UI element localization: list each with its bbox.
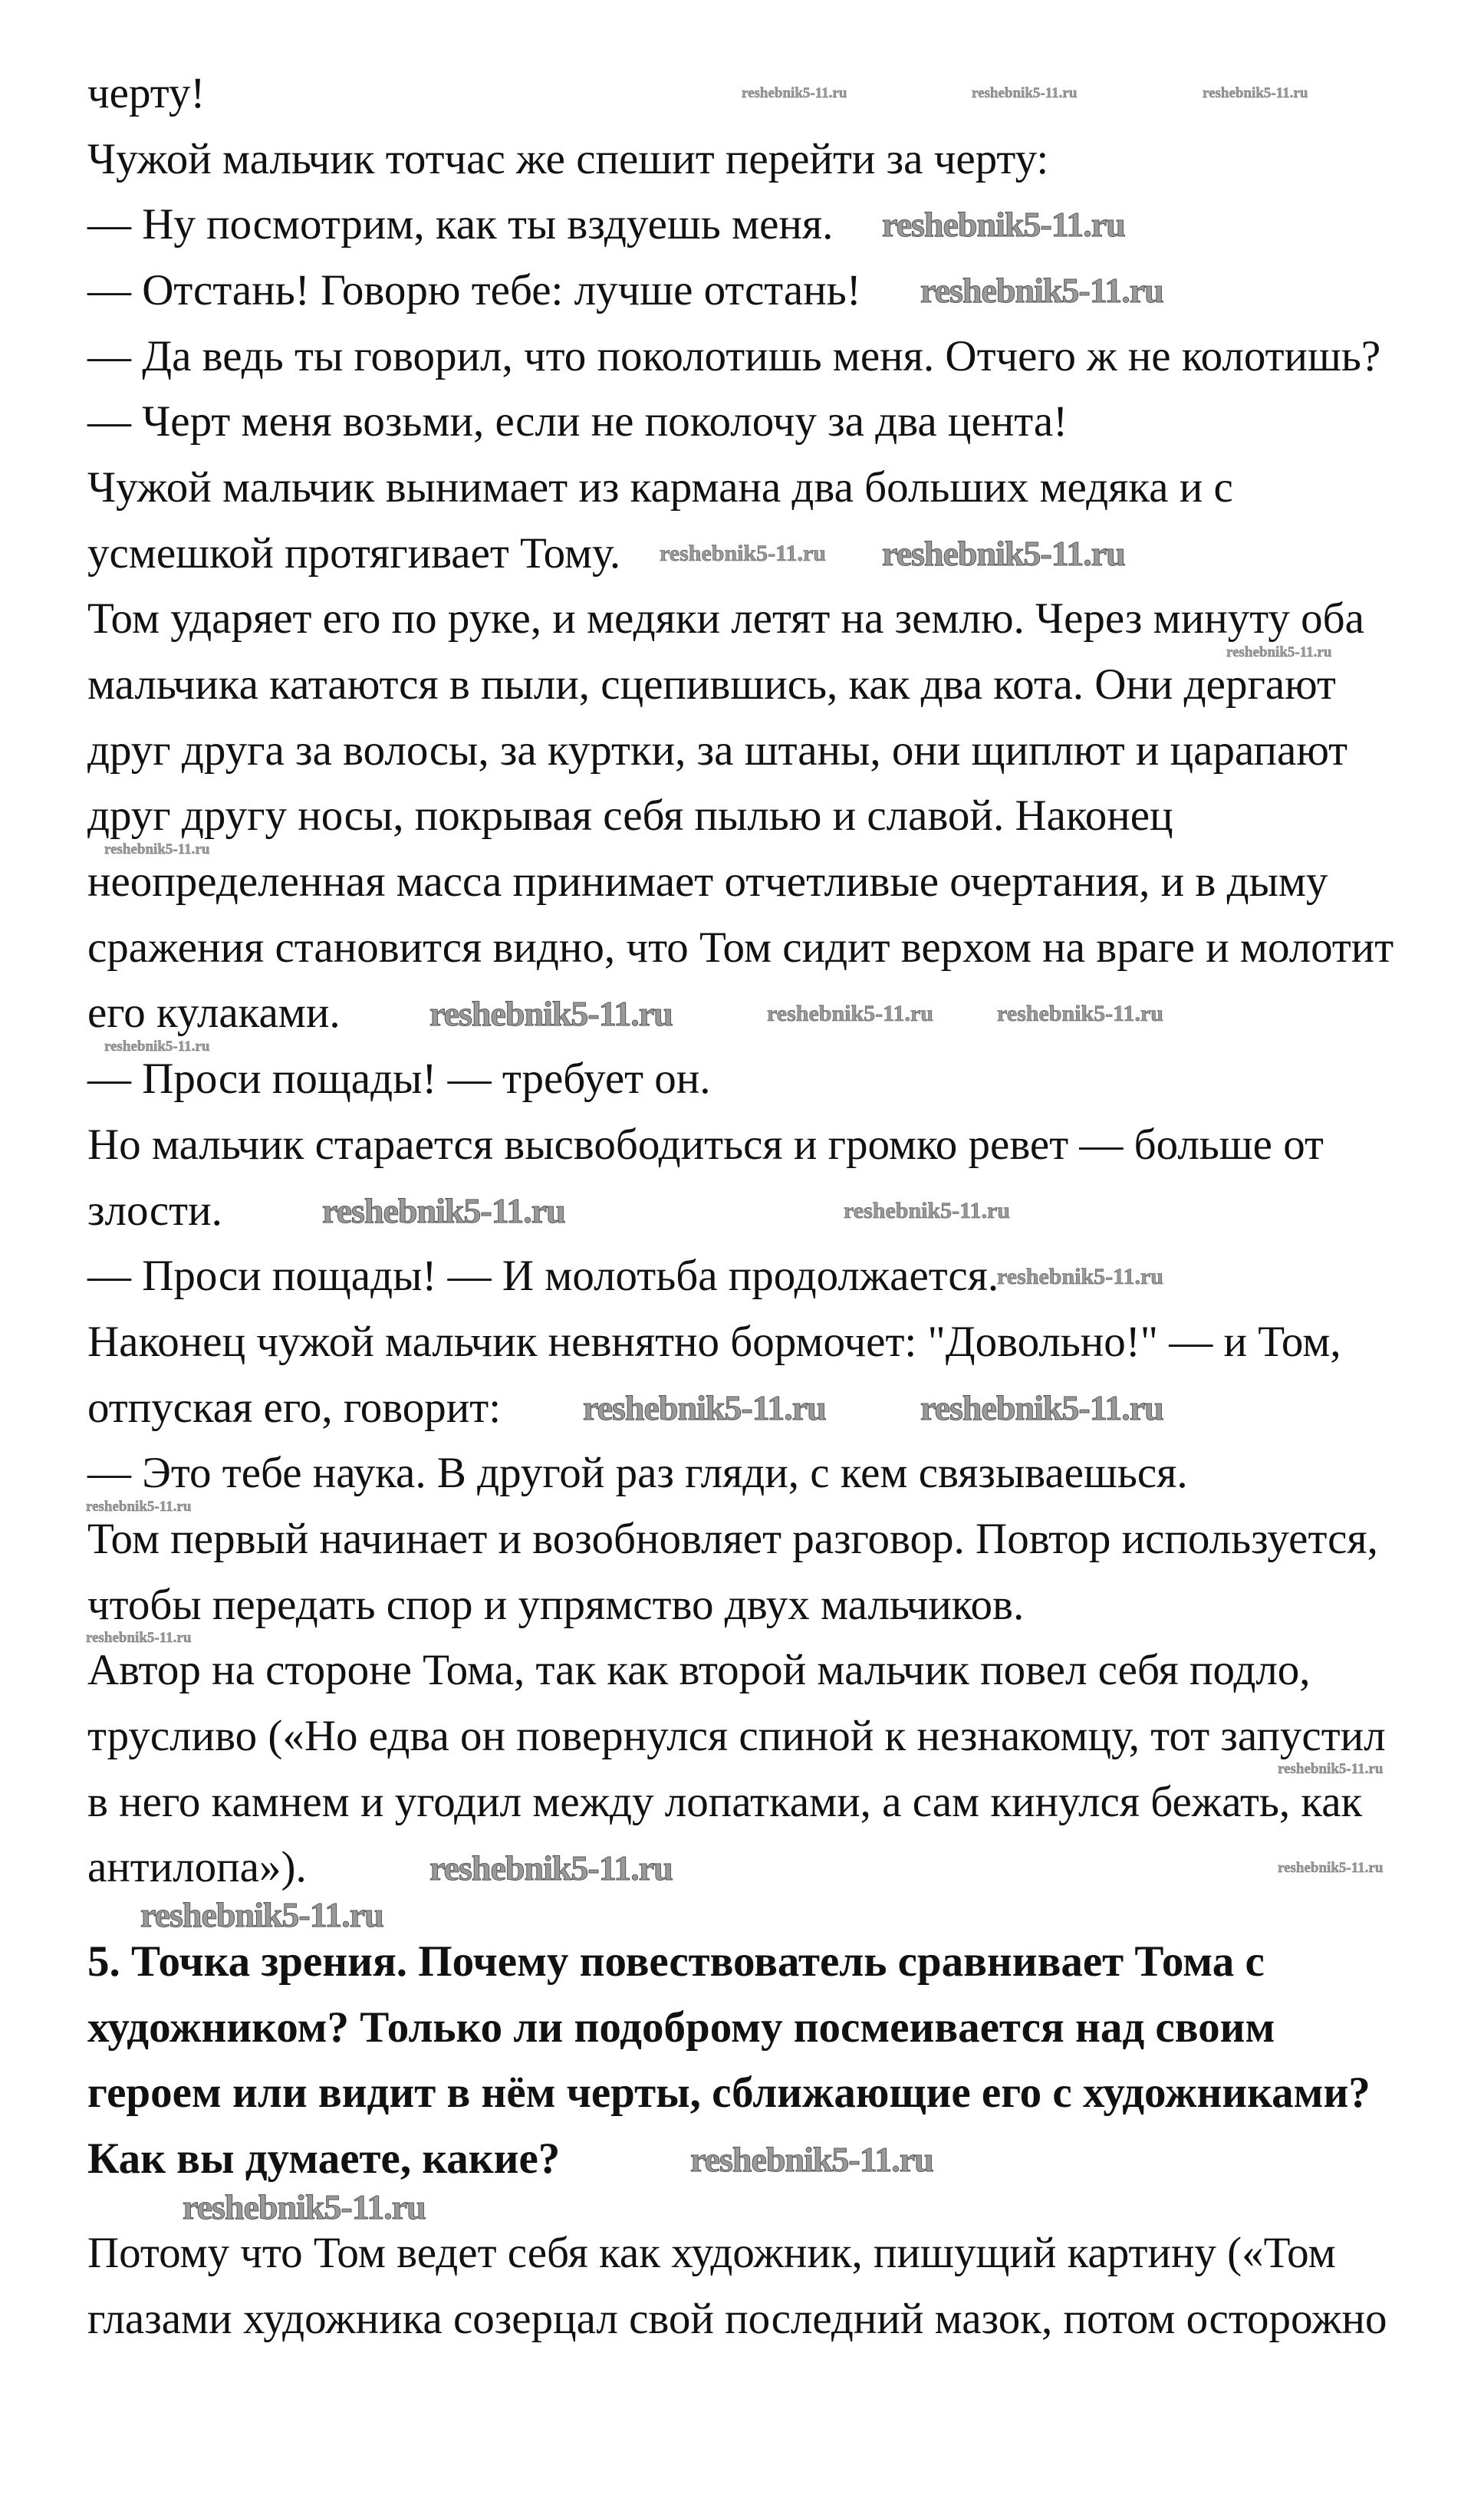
watermark: reshebnik5-11.ru — [882, 534, 1125, 573]
text-line: отпуская его, говорит: — [87, 1383, 502, 1432]
text-line: — Это тебе наука. В другой раз гляди, с кем связываешься. — [87, 1449, 1188, 1498]
text-line: — Проси пощады! — требует он. — [87, 1055, 711, 1104]
text-line: неопределенная масса принимает отчетливые очертания, и в дыму — [87, 857, 1328, 907]
watermark: reshebnik5-11.ru — [104, 1038, 210, 1055]
text-line: 5. Точка зрения. Почему повествователь сравнивает Тома с — [87, 1937, 1265, 1986]
text-line: — Да ведь ты говорил, что поколотишь меня. Отчего ж не колотишь? — [87, 331, 1381, 380]
text-line: мальчика катаются в пыли, сцепившись, как два кота. Они дергают — [87, 660, 1336, 709]
watermark: reshebnik5-11.ru — [322, 1191, 565, 1230]
text-line: Потому что Том ведет себя как художник, пишущий картину («Том — [87, 2228, 1336, 2277]
watermark: reshebnik5-11.ru — [1203, 85, 1308, 101]
text-line: — Проси пощады! — И молотьба продолжается. — [87, 1252, 999, 1301]
watermark: reshebnik5-11.ru — [972, 85, 1078, 101]
text-line: трусливо («Но едва он повернулся спиной к незнакомцу, тот запустил — [87, 1712, 1386, 1761]
watermark: reshebnik5-11.ru — [742, 85, 847, 101]
text-line: черту! — [87, 68, 206, 117]
watermark: reshebnik5-11.ru — [86, 1499, 192, 1515]
text-line: злости. — [87, 1186, 222, 1235]
watermark: reshebnik5-11.ru — [583, 1388, 826, 1427]
text-line: Но мальчик старается высвободиться и громко ревет — больше от — [87, 1120, 1324, 1169]
watermark: reshebnik5-11.ru — [429, 994, 673, 1033]
text-line: чтобы передать спор и упрямство двух мальчиков. — [87, 1580, 1025, 1629]
text-line: Том первый начинает и возобновляет разговор. Повтор используется, — [87, 1514, 1378, 1563]
watermark: reshebnik5-11.ru — [1278, 1860, 1384, 1876]
watermark: reshebnik5-11.ru — [767, 1001, 933, 1026]
watermark: reshebnik5-11.ru — [86, 1630, 192, 1646]
watermark: reshebnik5-11.ru — [183, 2187, 426, 2226]
watermark: reshebnik5-11.ru — [882, 205, 1125, 244]
text-line: в него камнем и угодил между лопатками, а сам кинулся бежать, как — [87, 1777, 1363, 1826]
watermark: reshebnik5-11.ru — [429, 1848, 673, 1887]
text-line: Том ударяет его по руке, и медяки летят на землю. Через минуту оба — [87, 594, 1364, 643]
text-line: сражения становится видно, что Том сидит верхом на враге и молотит — [87, 923, 1394, 972]
watermark: reshebnik5-11.ru — [1226, 644, 1332, 660]
watermark: reshebnik5-11.ru — [140, 1895, 383, 1934]
text-line: его кулаками. — [87, 989, 341, 1038]
watermark: reshebnik5-11.ru — [997, 1001, 1163, 1026]
watermark: reshebnik5-11.ru — [920, 1388, 1163, 1427]
text-line: Как вы думаете, какие? — [87, 2134, 561, 2184]
watermark: reshebnik5-11.ru — [690, 2140, 933, 2179]
text-line: усмешкой протягивает Тому. — [87, 528, 621, 578]
text-line: антилопа»). — [87, 1843, 307, 1892]
answer-text-block-2 — [87, 2220, 1387, 2352]
text-line: — Ну посмотрим, как ты вздуешь меня. — [87, 200, 834, 249]
text-line: друг другу носы, покрывая себя пылью и славой. Наконец — [87, 792, 1173, 841]
text-line: Чужой мальчик тотчас же спешит перейти за черту: — [87, 134, 1049, 183]
text-line: Автор на стороне Тома, так как второй мальчик повел себя подло, — [87, 1646, 1311, 1695]
text-line: глазами художника созерцал свой последний мазок, потом осторожно — [87, 2294, 1387, 2343]
document-body — [87, 61, 1394, 2352]
text-line: — Отстань! Говорю тебе: лучше отстань! — [87, 265, 861, 314]
answer-text-block — [87, 61, 1394, 1901]
watermark: reshebnik5-11.ru — [1278, 1761, 1384, 1777]
watermark: reshebnik5-11.ru — [920, 271, 1163, 310]
text-line: Наконец чужой мальчик невнятно бормочет: "Довольно!" — и Том, — [87, 1317, 1341, 1366]
watermark: reshebnik5-11.ru — [104, 841, 210, 857]
watermark: reshebnik5-11.ru — [844, 1198, 1010, 1223]
text-line: героем или видит в нём черты, сближающие его с художниками? — [87, 2069, 1370, 2118]
text-line: Чужой мальчик вынимает из кармана два больших медяка и с — [87, 462, 1233, 512]
text-line: художником? Только ли подоброму посмеивается над своим — [87, 2003, 1275, 2052]
watermark: reshebnik5-11.ru — [660, 541, 826, 566]
text-line: — Черт меня возьми, если не поколочу за два цента! — [87, 397, 1068, 446]
text-line: друг друга за волосы, за куртки, за штаны, они щиплют и царапают — [87, 726, 1348, 775]
watermark: reshebnik5-11.ru — [997, 1264, 1163, 1289]
